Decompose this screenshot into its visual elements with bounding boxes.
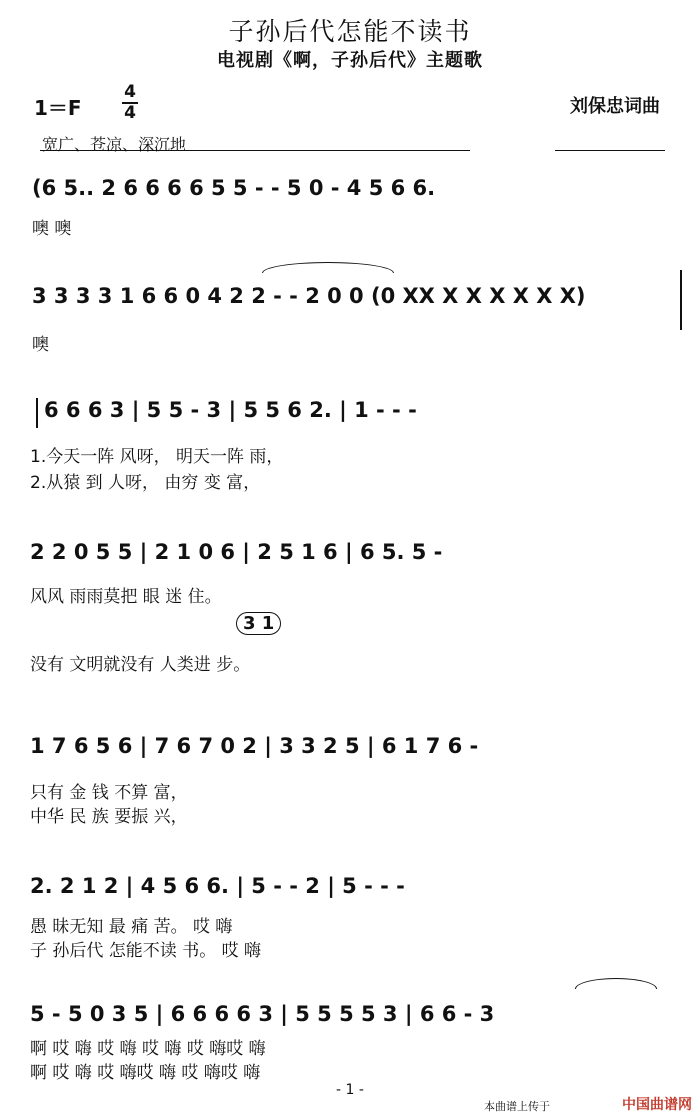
lyric-system-4-verse-2: 没有 文明就没有 人类进 步。 (30, 655, 251, 675)
score-system-6: 2. 2 1 2 | 4 5 6 6. | 5 - - 2 | 5 - - - (30, 874, 405, 898)
lyric-system-7-verse-1: 啊 哎 嗨 哎 嗨 哎 嗨 哎 嗨哎 嗨 (30, 1039, 266, 1059)
phrase-line (40, 150, 470, 151)
score-system-7: 5 - 5 0 3 5 | 6 6 6 6 3 | 5 5 5 5 3 | 6 6 - 3 (30, 1002, 495, 1026)
lyric-system-7-verse-2: 啊 哎 嗨 哎 嗨哎 嗨 哎 嗨哎 嗨 (30, 1063, 261, 1083)
upload-note: 本曲谱上传于 (484, 1100, 550, 1113)
score-system-1: (6 5.. 2 6 6 6 6 5 5 - - 5 0 - 4 5 6 6. (32, 176, 436, 200)
score-system-2: 3 3 3 3 1 6 6 0 4 2 2 - - 2 0 0 (0 XX X X X X X X) (32, 284, 586, 308)
slur (262, 262, 394, 273)
score-system-5: 1 7 6 5 6 | 7 6 7 0 2 | 3 3 2 5 | 6 1 7 6 - (30, 734, 479, 758)
lyric-system-6-verse-1: 愚 昧无知 最 痛 苦。 哎 嗨 (30, 917, 233, 937)
composer: 刘保忠词曲 (570, 96, 660, 117)
lyric-system-3-verse-2: 2.从猿 到 人呀， 由穷 变 富， (30, 473, 261, 493)
alternate-notes: 3 1 (236, 612, 281, 635)
lyric-system-5-verse-1: 只有 金 钱 不算 富， (30, 783, 188, 803)
key-signature: 1＝F (34, 96, 82, 120)
lyric-system-3-verse-1: 1.今天一阵 风呀， 明天一阵 雨， (30, 447, 284, 467)
song-title: 子孙后代怎能不读书 (228, 17, 472, 46)
score-system-3: 6 6 6 3 | 5 5 - 3 | 5 5 6 2. | 1 - - - (44, 398, 417, 422)
lyric-system-1: 噢 噢 (32, 219, 72, 239)
time-signature-bottom: 4 (124, 103, 136, 123)
lyric-system-5-verse-2: 中华 民 族 要振 兴， (30, 807, 188, 827)
site-logo: 中国曲谱网 (622, 1097, 692, 1113)
lyric-system-2: 噢 (32, 335, 49, 355)
phrase-line (555, 150, 665, 151)
song-subtitle: 电视剧《啊，子孙后代》主题歌 (217, 50, 483, 71)
lyric-system-4-verse-1: 风风 雨雨莫把 眼 迷 住。 (30, 587, 222, 607)
page-number: - 1 - (336, 1082, 364, 1098)
score-system-4: 2 2 0 5 5 | 2 1 0 6 | 2 5 1 6 | 6 5. 5 - (30, 540, 443, 564)
time-signature (122, 84, 138, 122)
repeat-barline (36, 398, 38, 428)
barline (680, 270, 682, 330)
lyric-system-6-verse-2: 子 孙后代 怎能不读 书。 哎 嗨 (30, 941, 262, 961)
tempo-marking: 宽广、苍凉、深沉地 (42, 135, 187, 154)
time-signature-top: 4 (124, 82, 136, 102)
slur (575, 978, 657, 989)
